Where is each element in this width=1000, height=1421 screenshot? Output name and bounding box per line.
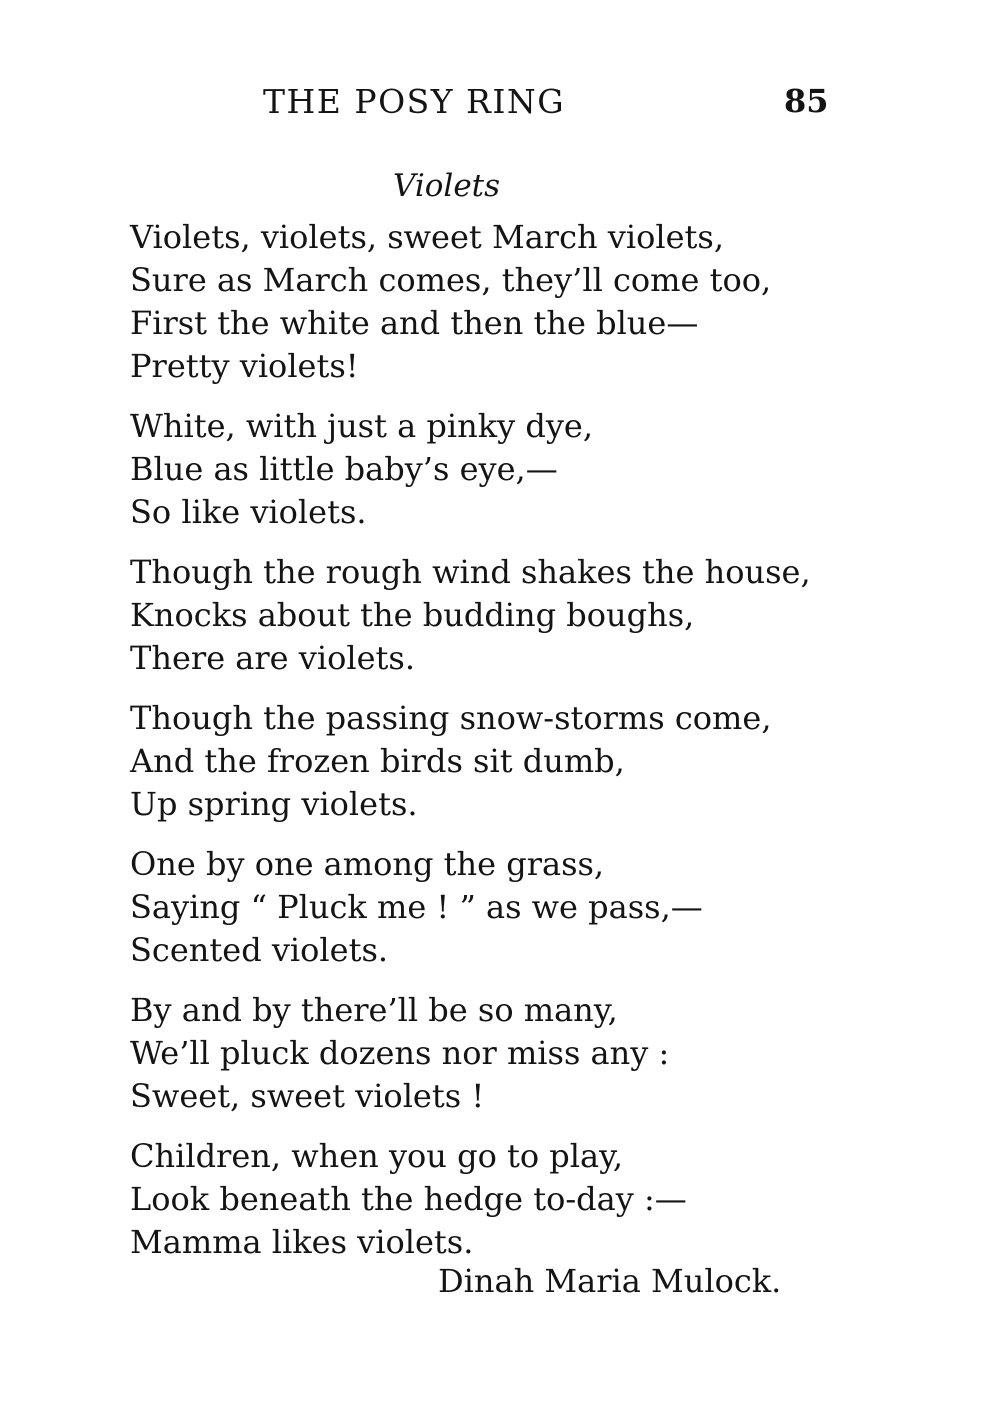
poem-line: Blue as little baby’s eye,— — [130, 450, 558, 488]
poem-body — [130, 216, 850, 1281]
poem-line: Though the passing snow-storms come, — [130, 699, 772, 737]
poem-line: By and by there’ll be so many, — [130, 991, 618, 1029]
page-number: 85 — [784, 82, 829, 120]
poem-line: Look beneath the hedge to-day :— — [130, 1180, 687, 1218]
stanza — [130, 405, 850, 534]
poem-line: Knocks about the budding boughs, — [130, 596, 695, 634]
poem-line: Saying “ Pluck me ! ” as we pass,— — [130, 888, 703, 926]
poem-line: Scented violets. — [130, 931, 389, 969]
poem-line: We’ll pluck dozens nor miss any : — [130, 1034, 670, 1072]
stanza — [130, 1135, 850, 1264]
poem-attribution: Dinah Maria Mulock. — [438, 1262, 782, 1300]
running-title: THE POSY RING — [263, 82, 566, 121]
stanza — [130, 989, 850, 1118]
poem-line: Children, when you go to play, — [130, 1137, 624, 1175]
poem-line: One by one among the grass, — [130, 845, 605, 883]
stanza — [130, 697, 850, 826]
poem-line: Sure as March comes, they’ll come too, — [130, 261, 772, 299]
stanza — [130, 551, 850, 680]
poem-line: Pretty violets! — [130, 347, 359, 385]
poem-line: And the frozen birds sit dumb, — [130, 742, 625, 780]
poem-title: Violets — [393, 168, 501, 204]
poem-line: Though the rough wind shakes the house, — [130, 553, 811, 591]
poem-line: Mamma likes violets. — [130, 1223, 474, 1261]
poem-line: First the white and then the blue— — [130, 304, 699, 342]
poem-line: Violets, violets, sweet March violets, — [130, 218, 724, 256]
poem-line: There are violets. — [130, 639, 415, 677]
poem-line: Up spring violets. — [130, 785, 418, 823]
poem-line: White, with just a pinky dye, — [130, 407, 594, 445]
stanza — [130, 843, 850, 972]
poem-line: So like violets. — [130, 493, 367, 531]
stanza — [130, 216, 850, 388]
poem-line: Sweet, sweet violets ! — [130, 1077, 485, 1115]
page-header — [0, 82, 1000, 124]
